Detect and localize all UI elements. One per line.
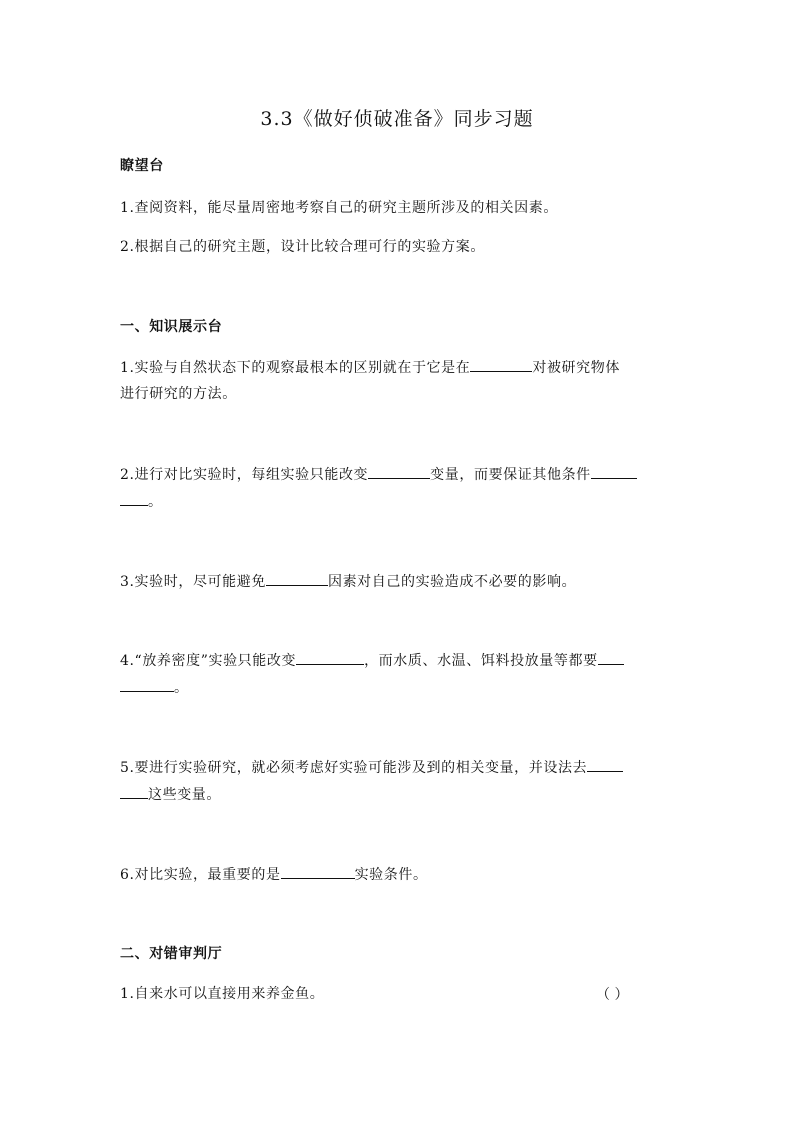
question-1-line-2: 进行研究的方法。 <box>120 386 237 402</box>
q2-text-c: 。 <box>148 494 163 510</box>
q4-blank-2-cont[interactable] <box>120 677 174 692</box>
question-4-line-1 <box>120 650 680 671</box>
question-1-line-1 <box>120 357 680 378</box>
section1-heading: 一、知识展示台 <box>120 319 223 335</box>
question-5-line-1 <box>120 757 680 778</box>
q2-blank-2-cont[interactable] <box>120 491 148 506</box>
q6-text-a: 6.对比实验，最重要的是 <box>120 867 281 883</box>
lookout-heading: 瞭望台 <box>120 158 164 174</box>
question-4-line-2 <box>120 677 680 698</box>
question-2-line-1 <box>120 464 680 485</box>
question-3 <box>120 571 680 592</box>
q6-blank[interactable] <box>281 864 355 879</box>
q1-blank[interactable] <box>470 357 532 372</box>
question-5-line-2 <box>120 784 680 805</box>
question-6 <box>120 864 680 885</box>
q2-text-b: 变量，而要保证其他条件 <box>430 467 591 483</box>
lookout-item-2: 2.根据自己的研究主题，设计比较合理可行的实验方案。 <box>120 239 485 255</box>
q2-text-a: 2.进行对比实验时，每组实验只能改变 <box>120 467 369 483</box>
q4-blank-1[interactable] <box>296 650 364 665</box>
q3-text-a: 3.实验时，尽可能避免 <box>120 574 266 590</box>
judge-question-1: 1.自来水可以直接用来养金鱼。 <box>120 986 325 1002</box>
q2-blank-2[interactable] <box>591 464 637 479</box>
question-2-line-2 <box>120 491 680 512</box>
q3-blank[interactable] <box>266 571 328 586</box>
q3-text-b: 因素对自己的实验造成不必要的影响。 <box>327 574 577 590</box>
q2-blank-1[interactable] <box>368 464 430 479</box>
q5-blank-cont[interactable] <box>120 784 148 799</box>
q6-text-b: 实验条件。 <box>354 867 428 883</box>
q5-blank[interactable] <box>587 757 623 772</box>
q4-blank-2[interactable] <box>598 650 624 665</box>
q5-text-b: 这些变量。 <box>148 787 221 803</box>
q5-text-a: 5.要进行实验研究，就必须考虑好实验可能涉及到的相关变量，并设法去 <box>120 760 588 776</box>
lookout-item-1: 1.查阅资料，能尽量周密地考察自己的研究主题所涉及的相关因素。 <box>120 200 558 216</box>
page-title: 3.3《做好侦破准备》同步习题 <box>260 108 534 130</box>
q4-text-b: ，而水质、水温、饵料投放量等都要 <box>364 653 598 669</box>
answer-parentheses[interactable]: （ ） <box>596 987 629 1003</box>
q1-text-b: 对被研究物体 <box>532 360 620 376</box>
q1-text-a: 1.实验与自然状态下的观察最根本的区别就在于它是在 <box>120 360 471 376</box>
q4-text-c: 。 <box>174 680 189 696</box>
section2-heading: 二、对错审判厅 <box>120 946 223 962</box>
q4-text-a: 4.“放养密度”实验只能改变 <box>120 653 297 669</box>
